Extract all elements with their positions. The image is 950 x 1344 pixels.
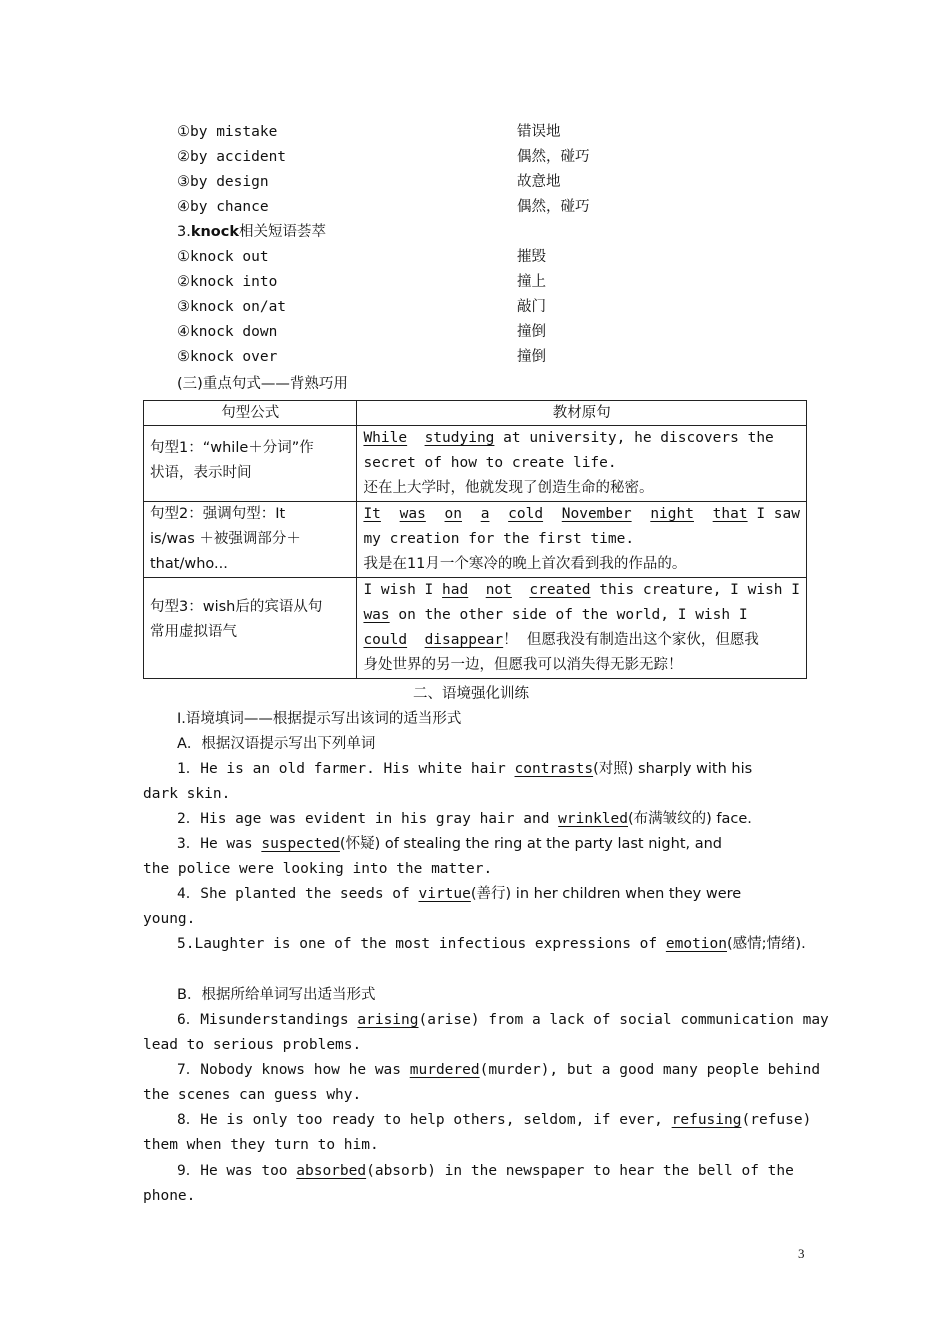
underlined-word: created [529, 582, 591, 598]
part1-title: Ⅰ.语境填词——根据提示写出该词的适当形式 [177, 711, 462, 727]
item-text: 7．Nobody knows how he was [177, 1062, 410, 1078]
exercise-item [177, 1159, 794, 1184]
page-number: 3 [798, 1246, 805, 1261]
example-line: secret of how to create life. [363, 455, 617, 471]
pattern-line: 句型3：wish后的宾语从句 [150, 599, 323, 615]
example-translation: 还在上大学时，他就发现了创造生命的秘密。 [363, 480, 654, 496]
pattern-cell [144, 426, 357, 502]
example-translation: 身处世界的另一边，但愿我可以消失得无影无踪！ [363, 657, 683, 673]
answer-word: wrinkled [558, 811, 628, 827]
phrase-en: ④by chance [177, 199, 269, 215]
pattern-cell [144, 578, 357, 679]
underlined-word: was [363, 607, 390, 623]
answer-word: emotion [665, 936, 727, 952]
example-text: I wish I [363, 582, 443, 598]
answer-word: suspected [261, 836, 340, 852]
exercise-item [177, 1008, 829, 1033]
exercise-item [177, 757, 752, 782]
exercise-item [177, 807, 752, 832]
item-continuation: the scenes can guess why. [143, 1087, 362, 1103]
item-text: 2．His age was evident in his gray hair and [177, 811, 559, 827]
knock-heading-rest: 相关短语荟萃 [239, 224, 327, 240]
example-cell [357, 502, 807, 578]
phrase-en: ⑤knock over [177, 349, 278, 365]
item-continuation: them when they turn to him. [143, 1137, 379, 1153]
item-text: (对照) sharply with his [593, 761, 753, 777]
phrase-en: ①knock out [177, 249, 269, 265]
pattern-line: 句型2：强调句型：It [150, 506, 286, 522]
example-line [363, 628, 800, 653]
answer-word: contrasts [514, 761, 594, 777]
phrase-cn: 错误地 [517, 124, 561, 140]
example-translation: ！ 但愿我没有制造出这个家伙，但愿我 [503, 632, 759, 648]
underlined-word: could [363, 632, 408, 648]
pattern-line: 状语，表示时间 [150, 465, 252, 481]
item-text: 8．He is only too ready to help others, seldom, if ever, [177, 1112, 672, 1128]
sectionB-title: B．根据所给单词写出适当形式 [177, 987, 376, 1003]
underlined-word: studying [424, 430, 495, 446]
item-continuation: phone. [143, 1188, 196, 1204]
exercise-item [177, 832, 722, 857]
underlined-word: While [363, 430, 408, 446]
pattern-line: that/who... [150, 556, 228, 572]
item-text: (refuse) [741, 1112, 812, 1128]
answer-word: absorbed [296, 1163, 367, 1179]
exercise-item [177, 932, 806, 957]
sentence-pattern-table [143, 400, 807, 679]
item-text: 5.Laughter is one of the most infectious expressions of [177, 936, 666, 952]
underlined-word: disappear [424, 632, 504, 648]
phrase-cn: 撞倒 [517, 349, 546, 365]
example-text: on the other side of the world, I wish I [389, 607, 748, 623]
underlined-word: had [442, 582, 469, 598]
example-text: at university, he discovers the [494, 430, 774, 446]
part2-title: 二、语境强化训练 [413, 686, 529, 702]
table-header-cell: 教材原句 [357, 401, 807, 426]
example-line [363, 603, 800, 628]
item-continuation: the police were looking into the matter. [143, 861, 493, 877]
pattern-line: 常用虚拟语气 [150, 624, 237, 640]
phrase-cn: 撞倒 [517, 324, 546, 340]
item-text: 4．She planted the seeds of [177, 886, 419, 902]
underlined-word: It [363, 506, 381, 522]
item-continuation: dark skin. [143, 786, 231, 802]
phrase-cn: 摧毁 [517, 249, 546, 265]
answer-word: murdered [409, 1062, 480, 1078]
knock-heading-num: 3. [177, 224, 191, 240]
example-line: my creation for the first time. [363, 531, 635, 547]
section3-title: (三)重点句式——背熟巧用 [177, 376, 348, 392]
exercise-item [177, 1058, 820, 1083]
item-text: 3．He was [177, 836, 262, 852]
underlined-word: was [399, 506, 426, 522]
item-text: (怀疑) of stealing the ring at the party last night, and [339, 836, 723, 852]
example-text [713, 502, 800, 527]
example-text: I saw [747, 506, 800, 522]
phrase-cn: 偶然，碰巧 [517, 199, 590, 215]
phrase-en: ②knock into [177, 274, 278, 290]
item-text: (murder), but a good many people behind [479, 1062, 821, 1078]
table-row [144, 502, 807, 578]
item-text: 1．He is an old farmer. His white hair [177, 761, 515, 777]
answer-word: refusing [671, 1112, 742, 1128]
underlined-word: not [485, 582, 512, 598]
phrase-en: ③knock on/at [177, 299, 287, 315]
phrase-en: ②by accident [177, 149, 287, 165]
table-row [144, 578, 807, 679]
phrase-en: ①by mistake [177, 124, 278, 140]
phrase-cn: 撞上 [517, 274, 546, 290]
underlined-word: night [650, 506, 694, 522]
answer-word: virtue [418, 886, 471, 902]
phrase-cn: 偶然，碰巧 [517, 149, 590, 165]
item-text: 9．He was too [177, 1163, 297, 1179]
item-text: 6．Misunderstandings [177, 1012, 358, 1028]
sectionA-title: A．根据汉语提示写出下列单词 [177, 736, 376, 752]
item-text: (absorb) in the newspaper to hear the bell of the [366, 1163, 794, 1179]
item-continuation: lead to serious problems. [143, 1037, 362, 1053]
item-text: (善行) in her children when they were [470, 886, 742, 902]
example-text: this creature, I wish I [590, 582, 800, 598]
knock-heading-word: knock [190, 224, 240, 240]
phrase-en: ③by design [177, 174, 269, 190]
underlined-word: on [444, 506, 462, 522]
item-continuation: young. [143, 911, 196, 927]
phrase-en: ④knock down [177, 324, 278, 340]
underlined-word: cold [508, 506, 544, 522]
table-header-row [144, 401, 807, 426]
table-row [144, 426, 807, 502]
pattern-line: 句型1：“while＋分词”作 [150, 440, 314, 456]
phrase-cn: 敲门 [517, 299, 546, 315]
item-text: (感情;情绪). [726, 936, 806, 952]
item-text: (arise) from a lack of social communication may [418, 1012, 829, 1028]
example-translation: 我是在11月一个寒冷的晚上首次看到我的作品的。 [363, 556, 687, 572]
underlined-word: a [480, 506, 490, 522]
pattern-line: is/was ＋被强调部分＋ [150, 531, 301, 547]
example-cell [357, 578, 807, 679]
table-header-cell: 句型公式 [144, 401, 357, 426]
example-line [363, 426, 800, 451]
phrase-cn: 故意地 [517, 174, 561, 190]
underlined-word: that [712, 506, 748, 522]
example-cell [357, 426, 807, 502]
exercise-item [177, 882, 741, 907]
knock-heading [177, 220, 326, 245]
item-text: (布满皱纹的) face. [628, 811, 752, 827]
example-line [363, 578, 800, 603]
underlined-word: November [561, 506, 632, 522]
pattern-cell [144, 502, 357, 578]
answer-word: arising [357, 1012, 419, 1028]
exercise-item [177, 1108, 811, 1133]
example-line [363, 502, 800, 527]
